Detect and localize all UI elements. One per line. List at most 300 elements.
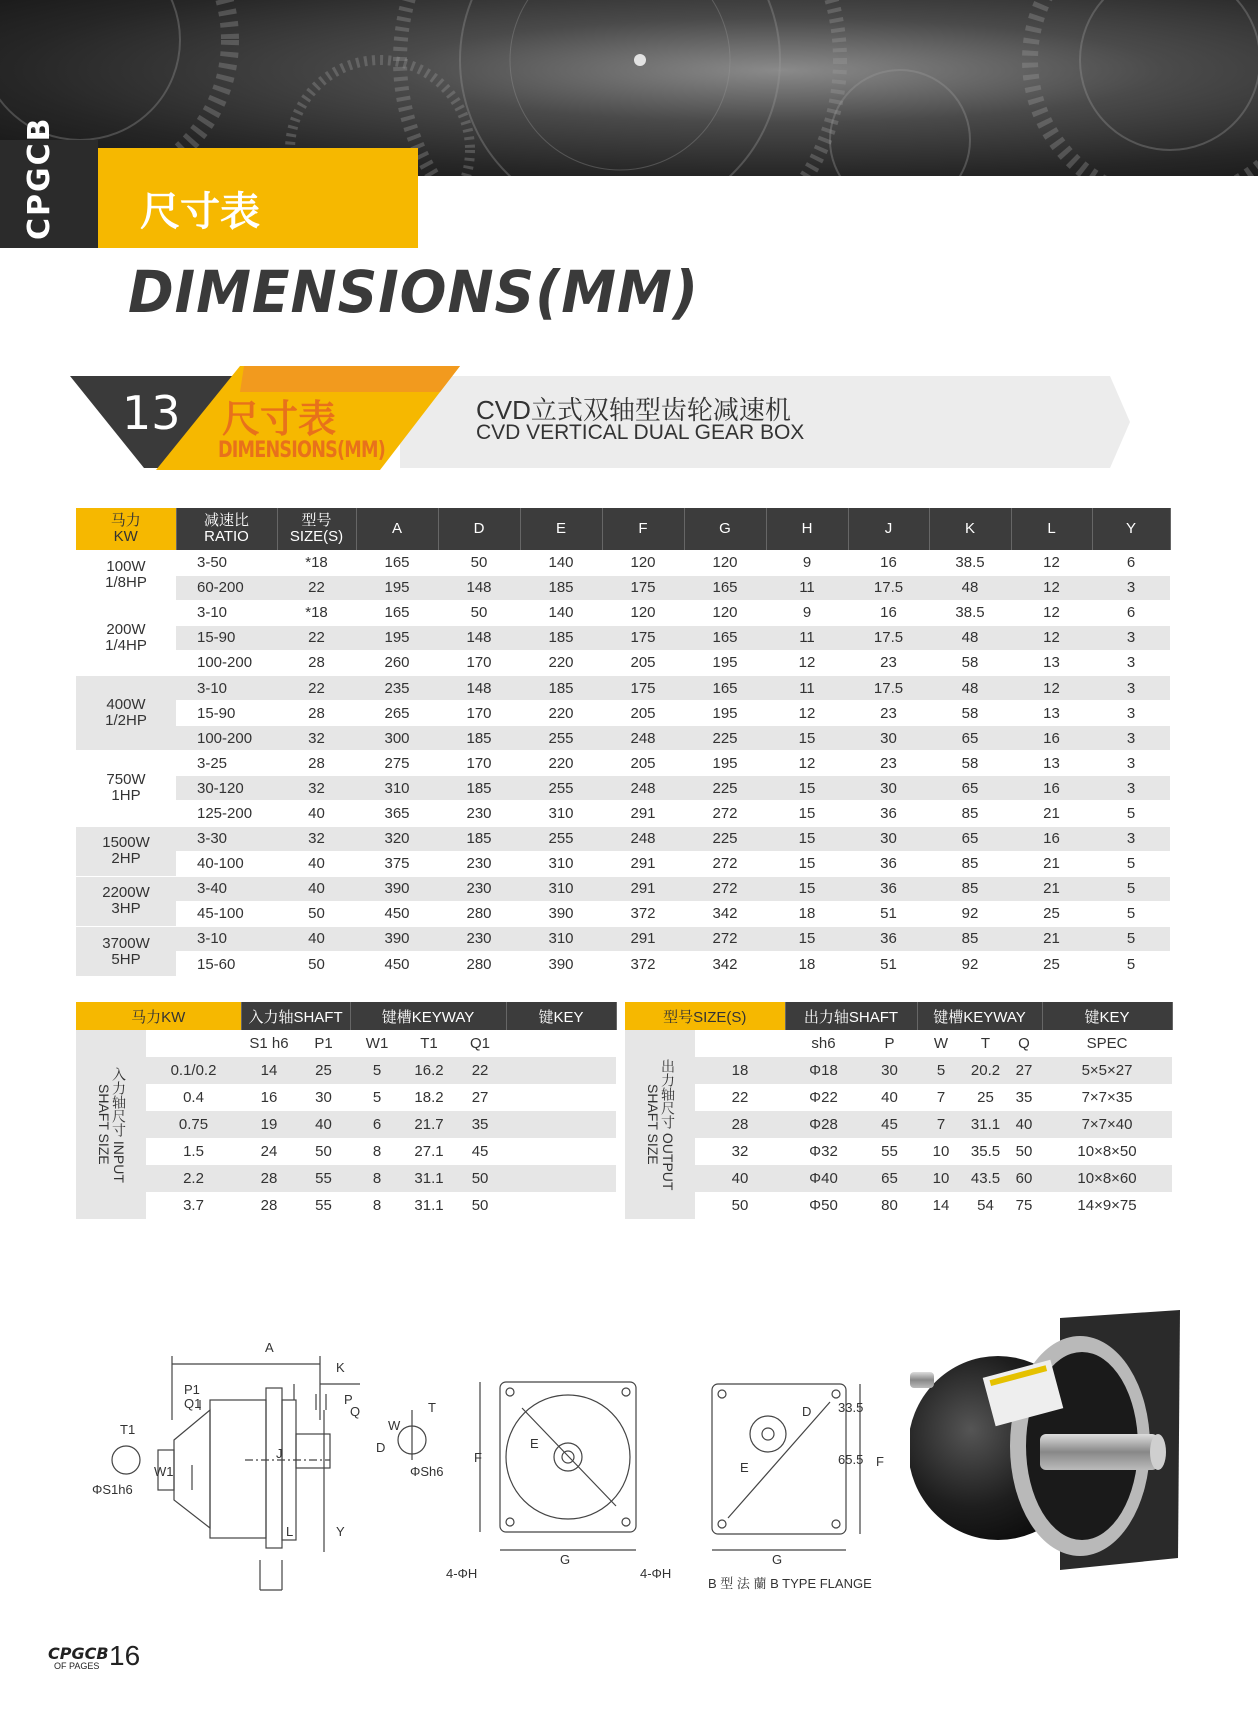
dim-65-5: 65.5 bbox=[838, 1452, 864, 1467]
dimensions-table-header bbox=[76, 508, 1170, 550]
table-cell: 30 bbox=[848, 826, 929, 851]
table-cell: 205 bbox=[602, 650, 684, 675]
table-cell: 372 bbox=[602, 901, 684, 926]
column-header: 键KEY bbox=[1042, 1002, 1172, 1030]
table-cell: 40 bbox=[277, 876, 356, 901]
table-cell: 195 bbox=[684, 701, 766, 726]
table-cell: 15 bbox=[766, 826, 848, 851]
table-cell: 65 bbox=[929, 826, 1011, 851]
subheader-row bbox=[625, 1030, 1172, 1057]
column-header: J bbox=[848, 508, 929, 550]
table-cell: 27 bbox=[1006, 1057, 1042, 1084]
table-cell: 185 bbox=[520, 625, 602, 650]
table-cell: 220 bbox=[520, 650, 602, 675]
table-cell: 13 bbox=[1011, 701, 1092, 726]
table-cell: 30 bbox=[848, 726, 929, 751]
table-cell: 58 bbox=[929, 701, 1011, 726]
table-cell: 85 bbox=[929, 801, 1011, 826]
table-cell: 375 bbox=[356, 851, 438, 876]
table-cell: 230 bbox=[438, 926, 520, 951]
subheader-cell: Q bbox=[1006, 1030, 1042, 1057]
table-cell: 6 bbox=[1092, 550, 1170, 575]
table-cell: 55 bbox=[862, 1138, 917, 1165]
table-cell: 185 bbox=[520, 675, 602, 700]
table-cell: 165 bbox=[684, 675, 766, 700]
table-cell: 450 bbox=[356, 901, 438, 926]
table-cell: 8 bbox=[350, 1138, 404, 1165]
side-label-text: 入力轴尺寸 INPUT SHAFT SIZE bbox=[96, 1066, 127, 1183]
subheader-cell: SPEC bbox=[1042, 1030, 1172, 1057]
column-header: G bbox=[684, 508, 766, 550]
input-shaft-table bbox=[76, 1002, 617, 1219]
table-cell: 0.75 bbox=[146, 1111, 241, 1138]
table-cell: 24 bbox=[241, 1138, 297, 1165]
table-cell: 1.5 bbox=[146, 1138, 241, 1165]
table-cell: 148 bbox=[438, 625, 520, 650]
table-cell: 9 bbox=[766, 600, 848, 625]
table-cell: Φ22 bbox=[785, 1084, 862, 1111]
table-cell: 10×8×50 bbox=[1042, 1138, 1172, 1165]
table-cell: 22 bbox=[277, 625, 356, 650]
table-cell: 50 bbox=[695, 1192, 785, 1219]
table-cell: 2.2 bbox=[146, 1165, 241, 1192]
table-cell: 45 bbox=[454, 1138, 506, 1165]
table-cell: 55 bbox=[297, 1192, 350, 1219]
table-cell: 310 bbox=[520, 801, 602, 826]
table-cell: 12 bbox=[1011, 625, 1092, 650]
table-cell bbox=[506, 1165, 616, 1192]
column-header: Y bbox=[1092, 508, 1170, 550]
table-cell: 280 bbox=[438, 901, 520, 926]
table-cell: 5 bbox=[1092, 901, 1170, 926]
subheader-cell: W bbox=[917, 1030, 965, 1057]
table-row bbox=[625, 1165, 1172, 1192]
product-title-en: CVD VERTICAL DUAL GEAR BOX bbox=[476, 421, 805, 444]
output-shaft-table bbox=[625, 1002, 1173, 1219]
dim-4h2: 4-ΦH bbox=[640, 1566, 672, 1581]
table-cell: 85 bbox=[929, 851, 1011, 876]
dim-s1h6: ΦS1h6 bbox=[92, 1482, 133, 1497]
section-number: 13 bbox=[122, 386, 181, 440]
table-cell: Φ32 bbox=[785, 1138, 862, 1165]
table-cell: 40 bbox=[862, 1084, 917, 1111]
power-cell: 100W 1/8HP bbox=[76, 550, 176, 600]
table-row bbox=[76, 851, 1170, 876]
table-cell: 225 bbox=[684, 826, 766, 851]
table-cell: 272 bbox=[684, 926, 766, 951]
table-cell: 3 bbox=[1092, 726, 1170, 751]
table-cell: 5 bbox=[1092, 952, 1170, 977]
power-cell: 750W 1HP bbox=[76, 751, 176, 826]
column-header: 键KEY bbox=[506, 1002, 616, 1030]
table-cell: 16 bbox=[1011, 826, 1092, 851]
table-cell: 31.1 bbox=[965, 1111, 1006, 1138]
table-row bbox=[625, 1138, 1172, 1165]
table-cell: 185 bbox=[520, 575, 602, 600]
table-cell: 16.2 bbox=[404, 1057, 454, 1084]
table-cell: 10 bbox=[917, 1138, 965, 1165]
table-cell: 220 bbox=[520, 751, 602, 776]
side-label bbox=[76, 1030, 146, 1219]
table-cell: 255 bbox=[520, 726, 602, 751]
table-cell: 15 bbox=[766, 851, 848, 876]
table-cell: 50 bbox=[277, 952, 356, 977]
table-row bbox=[625, 1057, 1172, 1084]
dim-w1: W1 bbox=[154, 1464, 174, 1479]
power-cell: 400W 1/2HP bbox=[76, 675, 176, 750]
table-cell: 5 bbox=[1092, 926, 1170, 951]
table-cell: 25 bbox=[297, 1057, 350, 1084]
table-cell: 230 bbox=[438, 801, 520, 826]
front-view-drawing bbox=[480, 1382, 636, 1550]
table-cell: 5 bbox=[350, 1057, 404, 1084]
table-cell: 32 bbox=[277, 826, 356, 851]
table-cell: 12 bbox=[766, 650, 848, 675]
table-cell: 12 bbox=[766, 701, 848, 726]
table-cell: 19 bbox=[241, 1111, 297, 1138]
table-cell: 10×8×60 bbox=[1042, 1165, 1172, 1192]
table-cell: 23 bbox=[848, 650, 929, 675]
dim-a: A bbox=[265, 1340, 274, 1355]
table-cell: 60-200 bbox=[176, 575, 277, 600]
table-cell: *18 bbox=[277, 550, 356, 575]
table-row bbox=[76, 826, 1170, 851]
column-header: E bbox=[520, 508, 602, 550]
table-cell: 3-10 bbox=[176, 675, 277, 700]
power-cell: 2200W 3HP bbox=[76, 876, 176, 926]
table-cell: 23 bbox=[848, 701, 929, 726]
table-cell: 15 bbox=[766, 926, 848, 951]
table-cell: 38.5 bbox=[929, 550, 1011, 575]
table-cell: 291 bbox=[602, 876, 684, 901]
table-cell: 27.1 bbox=[404, 1138, 454, 1165]
table-cell: 21 bbox=[1011, 801, 1092, 826]
table-cell: 50 bbox=[277, 901, 356, 926]
table-row bbox=[76, 776, 1170, 801]
table-cell: 50 bbox=[454, 1165, 506, 1192]
dim-t1: T1 bbox=[120, 1422, 136, 1437]
power-cell: 1500W 2HP bbox=[76, 826, 176, 876]
page-number: 16 bbox=[109, 1640, 141, 1671]
table-row bbox=[76, 1138, 616, 1165]
table-cell: 310 bbox=[520, 926, 602, 951]
table-cell: 291 bbox=[602, 926, 684, 951]
table-cell: 3-10 bbox=[176, 600, 277, 625]
table-cell: 205 bbox=[602, 751, 684, 776]
table-cell: Φ18 bbox=[785, 1057, 862, 1084]
table-cell: 170 bbox=[438, 701, 520, 726]
table-row bbox=[76, 1057, 616, 1084]
table-cell: 25 bbox=[965, 1084, 1006, 1111]
table-cell: 40 bbox=[695, 1165, 785, 1192]
table-cell: 3 bbox=[1092, 575, 1170, 600]
table-cell bbox=[506, 1111, 616, 1138]
table-cell: 15 bbox=[766, 876, 848, 901]
table-cell: 13 bbox=[1011, 650, 1092, 675]
column-header: 马力KW bbox=[76, 1002, 241, 1030]
table-cell: 22 bbox=[277, 575, 356, 600]
column-header: A bbox=[356, 508, 438, 550]
flange-caption: B 型 法 蘭 B TYPE FLANGE bbox=[708, 1576, 872, 1591]
table-cell: 170 bbox=[438, 650, 520, 675]
table-row bbox=[76, 550, 1170, 575]
table-row bbox=[625, 1084, 1172, 1111]
table-cell: 18 bbox=[766, 952, 848, 977]
table-row bbox=[76, 1111, 616, 1138]
dim-d2: D bbox=[802, 1404, 812, 1419]
table-cell: 80 bbox=[862, 1192, 917, 1219]
column-header: 马力 KW bbox=[76, 508, 176, 550]
table-cell: 272 bbox=[684, 801, 766, 826]
table-cell: Φ50 bbox=[785, 1192, 862, 1219]
table-cell: 185 bbox=[438, 826, 520, 851]
table-cell: 195 bbox=[684, 650, 766, 675]
table-cell: 0.4 bbox=[146, 1084, 241, 1111]
table-cell: 14×9×75 bbox=[1042, 1192, 1172, 1219]
table-cell: 320 bbox=[356, 826, 438, 851]
table-cell: 58 bbox=[929, 650, 1011, 675]
table-cell: 17.5 bbox=[848, 575, 929, 600]
table-cell: 195 bbox=[684, 751, 766, 776]
table-cell bbox=[506, 1057, 616, 1084]
table-row bbox=[76, 952, 1170, 977]
table-cell: 15-60 bbox=[176, 952, 277, 977]
table-row bbox=[76, 575, 1170, 600]
table-cell: 35 bbox=[454, 1111, 506, 1138]
dim-w: W bbox=[388, 1418, 401, 1433]
table-cell: 450 bbox=[356, 952, 438, 977]
dim-g2: G bbox=[772, 1552, 783, 1567]
table-cell: 50 bbox=[438, 550, 520, 575]
dim-l: L bbox=[286, 1524, 294, 1539]
table-row bbox=[76, 901, 1170, 926]
table-cell: 8 bbox=[350, 1165, 404, 1192]
table-cell: 195 bbox=[356, 575, 438, 600]
table-cell: 248 bbox=[602, 776, 684, 801]
table-cell: 120 bbox=[684, 550, 766, 575]
table-cell: 3 bbox=[1092, 751, 1170, 776]
dim-d: D bbox=[376, 1440, 386, 1455]
table-cell: 5 bbox=[350, 1084, 404, 1111]
table-cell: 291 bbox=[602, 801, 684, 826]
table-cell: 51 bbox=[848, 952, 929, 977]
table-cell: 165 bbox=[684, 625, 766, 650]
table-cell: 272 bbox=[684, 876, 766, 901]
table-cell: 3-30 bbox=[176, 826, 277, 851]
dim-33-5: 33.5 bbox=[838, 1400, 864, 1415]
column-header: 减速比 RATIO bbox=[176, 508, 277, 550]
table-cell: 40 bbox=[277, 926, 356, 951]
column-header: K bbox=[929, 508, 1011, 550]
table-cell: 28 bbox=[277, 751, 356, 776]
table-row bbox=[76, 675, 1170, 700]
table-cell: 170 bbox=[438, 751, 520, 776]
table-cell: 21 bbox=[1011, 876, 1092, 901]
subheader-cell: Q1 bbox=[454, 1030, 506, 1057]
table-cell: 3-50 bbox=[176, 550, 277, 575]
subheader-cell bbox=[146, 1030, 241, 1057]
table-cell: 36 bbox=[848, 851, 929, 876]
table-cell: 12 bbox=[766, 751, 848, 776]
table-cell: 60 bbox=[1006, 1165, 1042, 1192]
table-cell: 148 bbox=[438, 675, 520, 700]
table-cell: 35.5 bbox=[965, 1138, 1006, 1165]
table-cell: 365 bbox=[356, 801, 438, 826]
side-label bbox=[625, 1030, 695, 1219]
table-cell: 12 bbox=[1011, 550, 1092, 575]
table-cell: 7 bbox=[917, 1084, 965, 1111]
table-cell: 5 bbox=[1092, 851, 1170, 876]
table-cell: 22 bbox=[454, 1057, 506, 1084]
subheader-cell: S1 h6 bbox=[241, 1030, 297, 1057]
section-tab bbox=[98, 148, 418, 248]
table-cell: 9 bbox=[766, 550, 848, 575]
table-cell: 22 bbox=[277, 675, 356, 700]
table-cell: 280 bbox=[438, 952, 520, 977]
table-cell: 15 bbox=[766, 776, 848, 801]
table-cell: 3 bbox=[1092, 675, 1170, 700]
table-cell: 50 bbox=[454, 1192, 506, 1219]
table-cell: Φ28 bbox=[785, 1111, 862, 1138]
column-header: 键槽KEYWAY bbox=[350, 1002, 506, 1030]
table-cell: 30 bbox=[848, 776, 929, 801]
table-cell: 54 bbox=[965, 1192, 1006, 1219]
table-cell: 390 bbox=[356, 876, 438, 901]
table-cell: 275 bbox=[356, 751, 438, 776]
table-cell: 5 bbox=[1092, 801, 1170, 826]
table-cell: 310 bbox=[520, 876, 602, 901]
table-cell: 31.1 bbox=[404, 1192, 454, 1219]
table-cell: 51 bbox=[848, 901, 929, 926]
table-cell bbox=[506, 1192, 616, 1219]
table-cell: 40 bbox=[277, 801, 356, 826]
table-row bbox=[625, 1111, 1172, 1138]
subheader-cell bbox=[506, 1030, 616, 1057]
table-cell: 7×7×35 bbox=[1042, 1084, 1172, 1111]
table-row bbox=[76, 1084, 616, 1111]
table-cell: 220 bbox=[520, 701, 602, 726]
table-row bbox=[625, 1192, 1172, 1219]
table-cell: 165 bbox=[356, 600, 438, 625]
table-cell: 300 bbox=[356, 726, 438, 751]
table-cell: 15-90 bbox=[176, 701, 277, 726]
subheader-row bbox=[76, 1030, 616, 1057]
table-cell: 248 bbox=[602, 726, 684, 751]
subheader-cell: W1 bbox=[350, 1030, 404, 1057]
table-cell: 40-100 bbox=[176, 851, 277, 876]
column-header: 型号 SIZE(S) bbox=[277, 508, 356, 550]
table-cell: 16 bbox=[1011, 776, 1092, 801]
table-cell: 16 bbox=[848, 550, 929, 575]
table-cell: 3 bbox=[1092, 701, 1170, 726]
table-cell: 235 bbox=[356, 675, 438, 700]
table-cell: 272 bbox=[684, 851, 766, 876]
table-cell: 20.2 bbox=[965, 1057, 1006, 1084]
dim-p1: P1 bbox=[184, 1382, 200, 1397]
subheader-cell: T1 bbox=[404, 1030, 454, 1057]
footer-sublabel: OF PAGES bbox=[54, 1661, 100, 1671]
table-cell: 310 bbox=[356, 776, 438, 801]
table-cell: 92 bbox=[929, 952, 1011, 977]
table-cell: 205 bbox=[602, 701, 684, 726]
table-cell: 58 bbox=[929, 751, 1011, 776]
table-cell: 225 bbox=[684, 776, 766, 801]
product-title-cn: CVD立式双轴型齿轮减速机 bbox=[476, 395, 791, 425]
table-cell: 230 bbox=[438, 851, 520, 876]
table-cell: 27 bbox=[454, 1084, 506, 1111]
table-cell: 225 bbox=[684, 726, 766, 751]
table-cell: 25 bbox=[1011, 952, 1092, 977]
table-cell: 3-10 bbox=[176, 926, 277, 951]
table-cell: 17.5 bbox=[848, 675, 929, 700]
table-cell: 13 bbox=[1011, 751, 1092, 776]
table-cell: 10 bbox=[917, 1165, 965, 1192]
column-header: L bbox=[1011, 508, 1092, 550]
table-cell: 21 bbox=[1011, 926, 1092, 951]
table-cell: 36 bbox=[848, 876, 929, 901]
table-cell: 390 bbox=[520, 901, 602, 926]
table-cell: 14 bbox=[917, 1192, 965, 1219]
table-row bbox=[76, 1165, 616, 1192]
table-cell: 17.5 bbox=[848, 625, 929, 650]
table-cell: 230 bbox=[438, 876, 520, 901]
table-cell: 3-40 bbox=[176, 876, 277, 901]
subheader-cell bbox=[695, 1030, 785, 1057]
page-title: DIMENSIONS(MM) bbox=[128, 258, 699, 326]
table-cell: 15 bbox=[766, 726, 848, 751]
brand-side-label: CPGCB bbox=[22, 116, 57, 240]
table-cell: 5 bbox=[917, 1057, 965, 1084]
column-header: H bbox=[766, 508, 848, 550]
table-cell: 36 bbox=[848, 801, 929, 826]
table-cell: 3 bbox=[1092, 826, 1170, 851]
table-cell: 342 bbox=[684, 901, 766, 926]
column-header: 键槽KEYWAY bbox=[917, 1002, 1042, 1030]
power-cell: 200W 1/4HP bbox=[76, 600, 176, 675]
table-cell: 120 bbox=[602, 550, 684, 575]
table-cell: 50 bbox=[1006, 1138, 1042, 1165]
dim-g: G bbox=[560, 1552, 571, 1567]
table-cell: 175 bbox=[602, 625, 684, 650]
table-cell: 120 bbox=[684, 600, 766, 625]
table-cell: 35 bbox=[1006, 1084, 1042, 1111]
table-cell: 5×5×27 bbox=[1042, 1057, 1172, 1084]
table-cell: 30 bbox=[297, 1084, 350, 1111]
table-cell: 45 bbox=[862, 1111, 917, 1138]
dim-4h: 4-ΦH bbox=[446, 1566, 478, 1581]
table-cell: 3 bbox=[1092, 625, 1170, 650]
table-cell: 165 bbox=[684, 575, 766, 600]
gearbox-photo bbox=[910, 1308, 1180, 1578]
table-cell: 342 bbox=[684, 952, 766, 977]
table-cell: 8 bbox=[350, 1192, 404, 1219]
column-header: 型号SIZE(S) bbox=[625, 1002, 785, 1030]
subheader-cell: P1 bbox=[297, 1030, 350, 1057]
dimensions-table bbox=[76, 508, 1171, 977]
table-row bbox=[76, 926, 1170, 951]
table-cell: 28 bbox=[241, 1192, 297, 1219]
table-cell: 18.2 bbox=[404, 1084, 454, 1111]
table-cell: 3 bbox=[1092, 650, 1170, 675]
table-cell: 12 bbox=[1011, 575, 1092, 600]
dim-y: Y bbox=[336, 1524, 345, 1539]
table-cell: 65 bbox=[929, 776, 1011, 801]
dim-q: Q bbox=[350, 1404, 361, 1419]
table-row bbox=[76, 801, 1170, 826]
table-cell: 45-100 bbox=[176, 901, 277, 926]
table-cell bbox=[506, 1084, 616, 1111]
dim-e: E bbox=[530, 1436, 539, 1451]
